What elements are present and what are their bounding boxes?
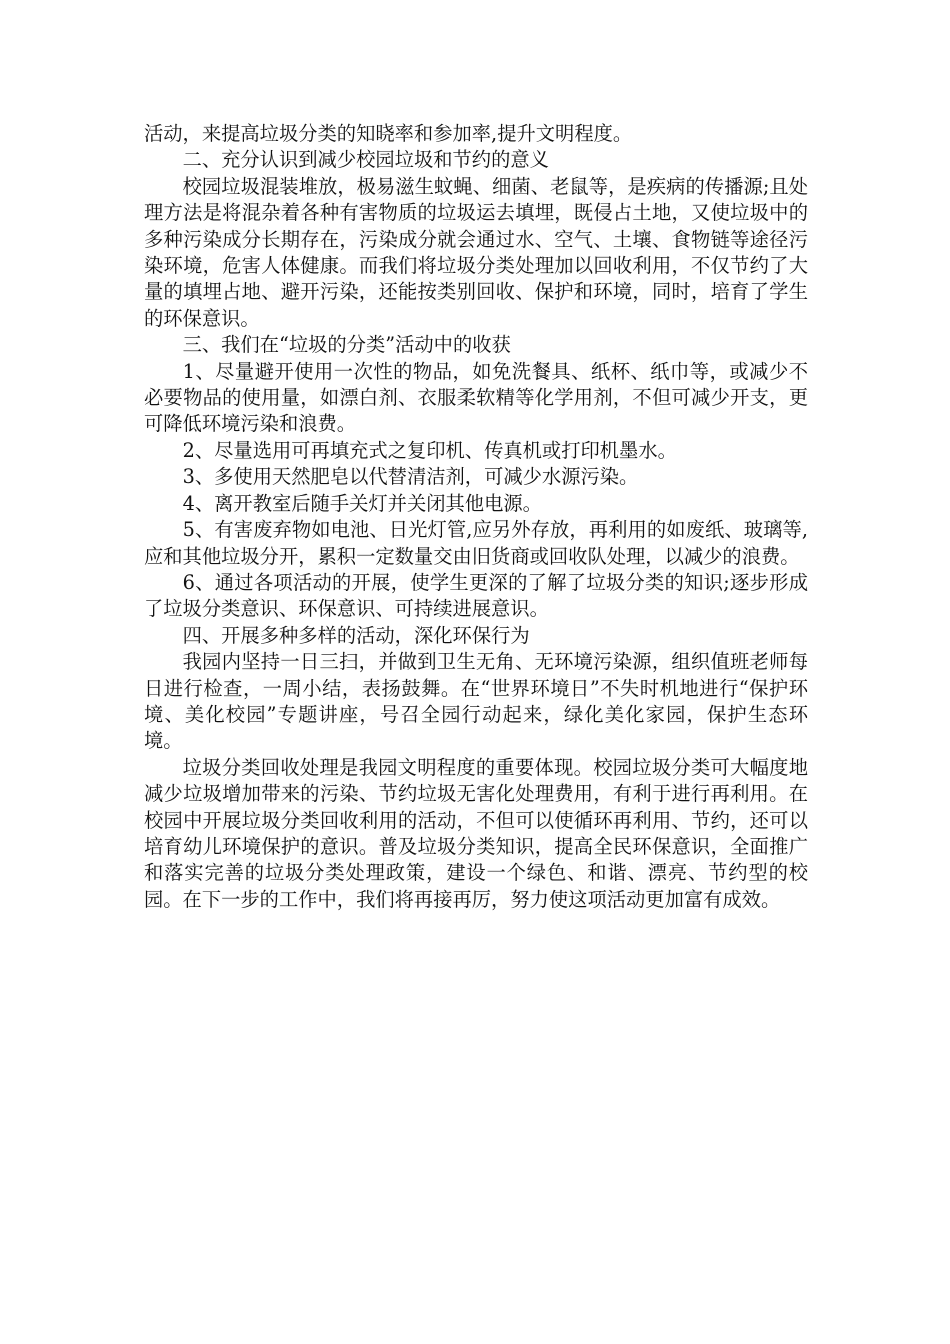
list-item-3: 3、多使用天然肥皂以代替清洁剂，可减少水源污染。 [182,465,639,489]
paragraph-garbage-hazards: 校园垃圾混装堆放，极易滋生蚊蝇、细菌、老鼠等，是疾病的传播源;且处理方法是将混杂着各种有害物质的垃圾运去填埋，既侵占土地，又使垃圾中的多种污染成分长期存在，污染成分就会通过水、空气、土壤、食物链等途径污染环境，危害人体健康。而我们将垃圾分类处理加以回收利用，不仅节约了大量的填埋占地、避开污染，还能按类别回收、保护和环境，同时，培育了学生的环保意识。 [144,174,808,330]
paragraph-conclusion: 垃圾分类回收处理是我园文明程度的重要体现。校园垃圾分类可大幅度地减少垃圾增加带来的污染、节约垃圾无害化处理费用，有利于进行再利用。在校园中开展垃圾分类回收利用的活动，不但可以使循环再利用、节约，还可以培育幼儿环境保护的意识。普及垃圾分类知识，提高全民环保意识，全面推广和落实完善的垃圾分类处理政策，建设一个绿色、和谐、漂亮、节约型的校园。在下一步的工作中，我们将再接再厉，努力使这项活动更加富有成效。 [144,755,808,911]
section-heading-3: 三、我们在“垃圾的分类”活动中的收获 [182,333,511,357]
list-item-6: 6、通过各项活动的开展，使学生更深的了解了垃圾分类的知识;逐步形成了垃圾分类意识、环保意识、可持续进展意识。 [144,570,808,621]
document-page [144,121,808,913]
section-heading-4: 四、开展多种多样的活动，深化环保行为 [182,623,530,647]
list-item-4: 4、离开教室后随手关灯并关闭其他电源。 [182,491,542,515]
section-heading-2: 二、充分认识到减少校园垃圾和节约的意义 [182,148,549,172]
list-item-5: 5、有害废弃物如电池、日光灯管,应另外存放，再利用的如废纸、玻璃等,应和其他垃圾分开，累积一定数量交由旧货商或回收队处理，以减少的浪费。 [144,518,808,568]
list-item-1: 1、尽量避开使用一次性的物品，如免洗餐具、纸杯、纸巾等，或减少不必要物品的使用量，如漂白剂、衣服柔软精等化学用剂，不但可减少开支，更可降低环境污染和浪费。 [144,359,808,436]
paragraph-daily-cleaning: 我园内坚持一日三扫，并做到卫生无角、无环境污染源，组织值班老师每日进行检查，一周小结，表扬鼓舞。在“世界环境日”不失时机地进行“保护环境、美化校园”专题讲座，号召全园行动起来，绿化美化家园，保护生态环境。 [144,650,808,753]
paragraph-continuation: 活动，来提高垃圾分类的知晓率和参加率,提升文明程度。 [144,122,633,145]
list-item-2: 2、尽量选用可再填充式之复印机、传真机或打印机墨水。 [182,438,677,462]
